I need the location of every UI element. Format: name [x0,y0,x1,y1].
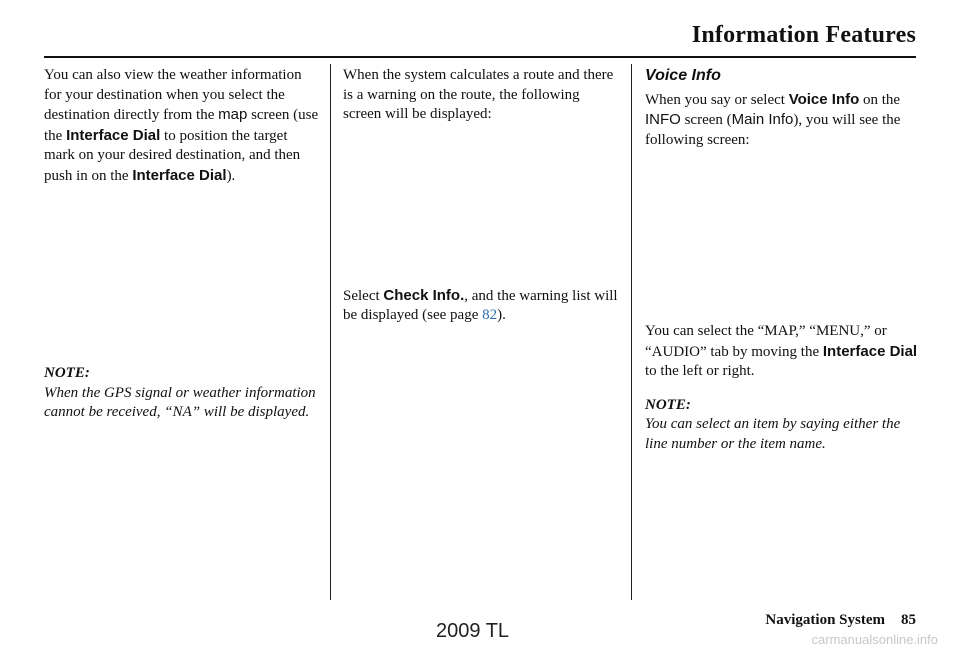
header-rule [44,56,916,58]
note-label-2: NOTE: [645,396,691,413]
model-label: 2009 TL [436,620,510,642]
check-info-paragraph: Select Check Info., and the warning list will be displayed (see page 82). [343,286,618,323]
column-3 [645,66,925,454]
page-title: Information Features [691,22,916,48]
route-warning-paragraph: When the system calculates a route and there is a warning on the route, the following screen will be displayed: [343,67,614,122]
tab-select-paragraph: You can select the “MAP,” “MENU,” or “AUDIO” tab by moving the Interface Dial to the left or right. [645,323,918,379]
footer-section: Navigation System [765,612,885,628]
column-1 [44,66,322,423]
column-2 [343,66,618,326]
page-number: 85 [901,612,916,628]
note-text: When the GPS signal or weather information cannot be received, “NA” will be displayed. [44,384,316,420]
column-divider-1 [330,64,331,600]
voice-info-heading: Voice Info [645,67,721,84]
footer [765,612,916,629]
watermark: carmanualsonline.info [811,632,938,647]
column-divider-2 [631,64,632,600]
note-label: NOTE: [44,365,90,381]
voice-info-paragraph: When you say or select Voice Info on the INFO screen (Main Info), you will see the following screen: [645,90,901,148]
page-link[interactable]: 82 [482,307,498,323]
weather-destination-paragraph: You can also view the weather information for your destination when you select the destination directly from the map screen (use the Interface Dial to position the target mark on your desired destination, and then push in on the Interface Dial). [44,67,319,184]
note-text-2: You can select an item by saying either the line number or the item name. [645,416,901,452]
